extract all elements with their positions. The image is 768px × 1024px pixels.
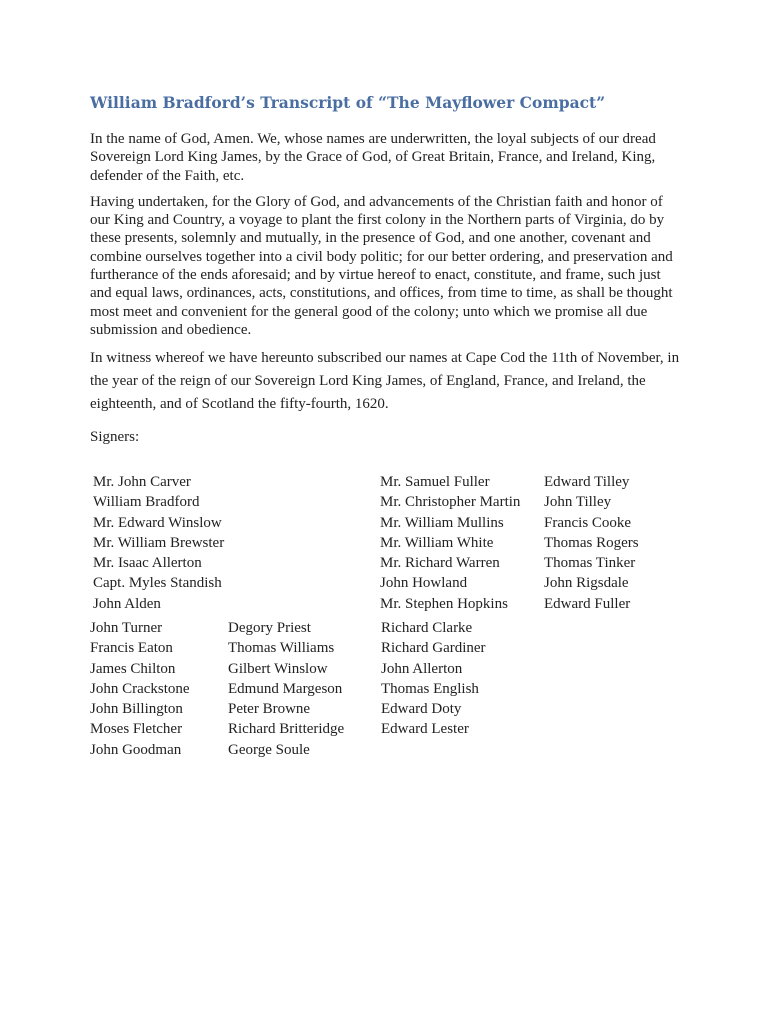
- signer-name: John Alden: [93, 595, 161, 612]
- signers-bottom-column-3: [381, 618, 486, 740]
- signer-name: John Billington: [90, 701, 183, 718]
- signer-name: Thomas Tinker: [544, 555, 636, 572]
- signers-bottom-column-1: [90, 618, 190, 760]
- signer-name: Mr. Edward Winslow: [93, 514, 222, 531]
- signer-name: Peter Browne: [228, 701, 311, 718]
- signer-name: George Soule: [228, 741, 310, 758]
- signer-name: Mr. William White: [380, 534, 494, 551]
- signers-bottom-column-2: [228, 618, 344, 760]
- signers-top-column-2: [380, 472, 520, 614]
- signer-name: James Chilton: [90, 660, 176, 677]
- signer-name: Francis Eaton: [90, 640, 173, 657]
- signer-name: Mr. Christopher Martin: [380, 494, 521, 511]
- signer-name: Moses Fletcher: [90, 721, 183, 738]
- signer-name: Francis Cooke: [544, 514, 632, 531]
- signer-name: Richard Clarke: [381, 620, 473, 636]
- paragraph-witness: In witness whereof we have hereunto subscribed our names at Cape Cod the 11th of November, in the year of the reign of our Sovereign Lord King James, of England, France, and Ireland, the eighteenth, and of Scotland the fifty-fourth, 1620.: [90, 350, 680, 413]
- signer-name: Mr. Isaac Allerton: [93, 555, 202, 572]
- signer-name: John Turner: [90, 620, 163, 636]
- signer-name: Thomas Williams: [228, 640, 335, 657]
- signer-name: Edmund Margeson: [228, 680, 343, 697]
- signers-top-column-3: [544, 472, 639, 614]
- signer-name: John Crackstone: [90, 680, 190, 697]
- signer-name: Mr. Samuel Fuller: [380, 474, 490, 490]
- signer-name: Mr. Stephen Hopkins: [380, 595, 508, 612]
- document-page: [90, 92, 680, 460]
- signer-name: Degory Priest: [228, 620, 311, 636]
- signer-name: John Howland: [380, 575, 468, 592]
- signer-name: William Bradford: [93, 494, 200, 511]
- paragraph-covenant: Having undertaken, for the Glory of God, and advancements of the Christian faith and honor of our King and Country, a voyage to plant the first colony in the Northern parts of Virginia, do by these presents, solemnly and mutually, in the presence of God, and one another, covenant and combine ourselves together into a civil body politic; for our better ordering, and preservation and furtherance of the ends aforesaid; and by virtue hereof to enact, constitute, and frame, such just and equal laws, ordinances, acts, constitutions, and offices, from time to time, as shall be thought most meet and convenient for the general good of the colony; unto which we promise all due submission and obedience.: [90, 193, 673, 338]
- signer-name: Edward Tilley: [544, 474, 630, 490]
- signer-name: Gilbert Winslow: [228, 660, 328, 677]
- document-title: William Bradford’s Transcript of “The Mayflower Compact”: [90, 93, 606, 112]
- signer-name: Richard Britteridge: [228, 721, 345, 738]
- signer-name: John Allerton: [381, 660, 463, 677]
- paragraph-preamble: In the name of God, Amen. We, whose names are underwritten, the loyal subjects of our dread Sovereign Lord King James, by the Grace of God, of Great Britain, France, and Ireland, King, defender of the Faith, etc.: [90, 131, 656, 184]
- signer-name: Thomas English: [381, 680, 479, 697]
- signers-top-column-1: [93, 472, 224, 614]
- signer-name: Mr. Richard Warren: [380, 555, 500, 572]
- signer-name: Thomas Rogers: [544, 534, 639, 551]
- signer-name: Richard Gardiner: [381, 640, 486, 657]
- signer-name: Mr. William Brewster: [93, 534, 225, 551]
- signer-name: Edward Doty: [381, 701, 462, 718]
- signer-name: Edward Fuller: [544, 595, 631, 612]
- signer-name: John Goodman: [90, 741, 182, 758]
- signer-name: Mr. John Carver: [93, 474, 191, 490]
- signers-label: Signers:: [90, 429, 140, 446]
- signer-name: Edward Lester: [381, 721, 469, 738]
- signer-name: John Rigsdale: [544, 575, 629, 592]
- signer-name: Mr. William Mullins: [380, 514, 504, 531]
- signer-name: Capt. Myles Standish: [93, 575, 222, 592]
- signer-name: John Tilley: [544, 494, 612, 511]
